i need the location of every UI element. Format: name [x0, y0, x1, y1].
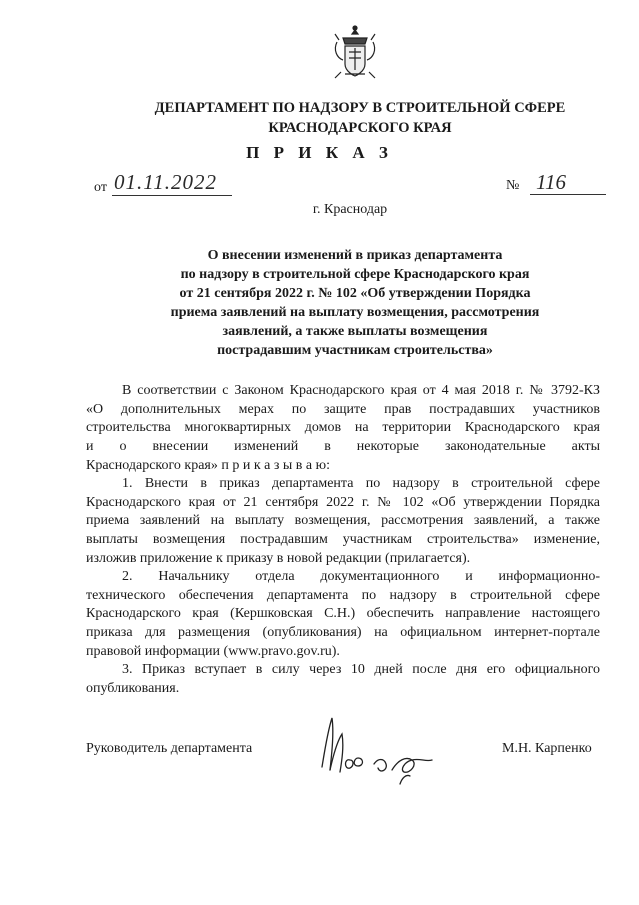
- text-line: приема заявлений на выплату возмещения, рассмотрения заявлений, а также: [86, 513, 600, 529]
- order-title: П Р И К А З: [246, 143, 393, 162]
- text-line: строительства многоквартирных домов на территории Краснодарского края: [86, 420, 600, 436]
- text-line: выплаты возмещения пострадавшим участникам строительства» изменение,: [86, 532, 600, 548]
- signatory-name: М.Н. Карпенко: [502, 741, 592, 756]
- subject-line: пострадавшим участникам строительства»: [217, 343, 493, 358]
- item-1-paragraph: [86, 475, 600, 569]
- date-prefix: от: [94, 180, 107, 195]
- preamble-paragraph: [86, 382, 600, 476]
- text-line: «О дополнительных мерах по защите прав пострадавших участников: [86, 401, 600, 417]
- department-name-line-2: КРАСНОДАРСКОГО КРАЯ: [268, 120, 452, 136]
- signatory-position: Руководитель департамента: [86, 741, 253, 756]
- subject-line: заявлений, а также выплаты возмещения: [222, 324, 488, 339]
- city: г. Краснодар: [312, 202, 388, 217]
- text-line: 1. Внести в приказ департамента по надзору в строительной сфере: [122, 476, 600, 491]
- text-line: Краснодарского края» п р и к а з ы в а ю:: [86, 457, 330, 473]
- text-line: 3. Приказ вступает в силу через 10 дней после дня его официального: [122, 662, 600, 677]
- subject-line: О внесении изменений в приказ департамента: [207, 248, 503, 263]
- number-prefix: №: [506, 178, 520, 193]
- handwritten-number: 116: [536, 170, 566, 194]
- text-line: изложив приложение к приказу в новой редакции (прилагается).: [86, 550, 471, 566]
- text-line: технического обеспечения департамента по надзору в строительной сфере: [86, 587, 600, 603]
- subject-line: по надзору в строительной сфере Краснодарского края: [180, 267, 530, 282]
- text-line: и о внесении изменений в некоторые законодательные акты: [86, 439, 600, 455]
- date-underline: [112, 195, 232, 196]
- text-line: Краснодарского края от 21 сентября 2022 г. № 102 «Об утверждении Порядка: [86, 494, 600, 510]
- handwritten-date: 01.11.2022: [114, 170, 217, 194]
- number-underline: [530, 194, 606, 195]
- text-line: опубликования.: [86, 680, 180, 696]
- text-line: правовой информации (www.pravo.gov.ru).: [86, 643, 340, 659]
- text-line: Краснодарского края (Кершковская С.Н.) обеспечить направление настоящего: [86, 606, 600, 622]
- text-line: приказа для размещения (опубликования) на официальном интернет-портале: [86, 625, 600, 641]
- item-3-paragraph: [86, 661, 600, 698]
- department-name-line-1: ДЕПАРТАМЕНТ ПО НАДЗОРУ В СТРОИТЕЛЬНОЙ СФЕРЕ: [154, 100, 566, 116]
- coat-of-arms-emblem: [331, 24, 379, 84]
- text-line: В соответствии с Законом Краснодарского края от 4 мая 2018 г. № 3792-КЗ: [122, 383, 600, 398]
- subject-line: от 21 сентября 2022 г. № 102 «Об утверждении Порядка: [179, 286, 531, 301]
- handwritten-signature: [312, 712, 442, 792]
- item-2-paragraph: [86, 568, 600, 662]
- text-line: 2. Начальнику отдела документационного и информационно-: [122, 569, 600, 584]
- subject-line: приема заявлений на выплату возмещения, рассмотрения: [170, 305, 540, 320]
